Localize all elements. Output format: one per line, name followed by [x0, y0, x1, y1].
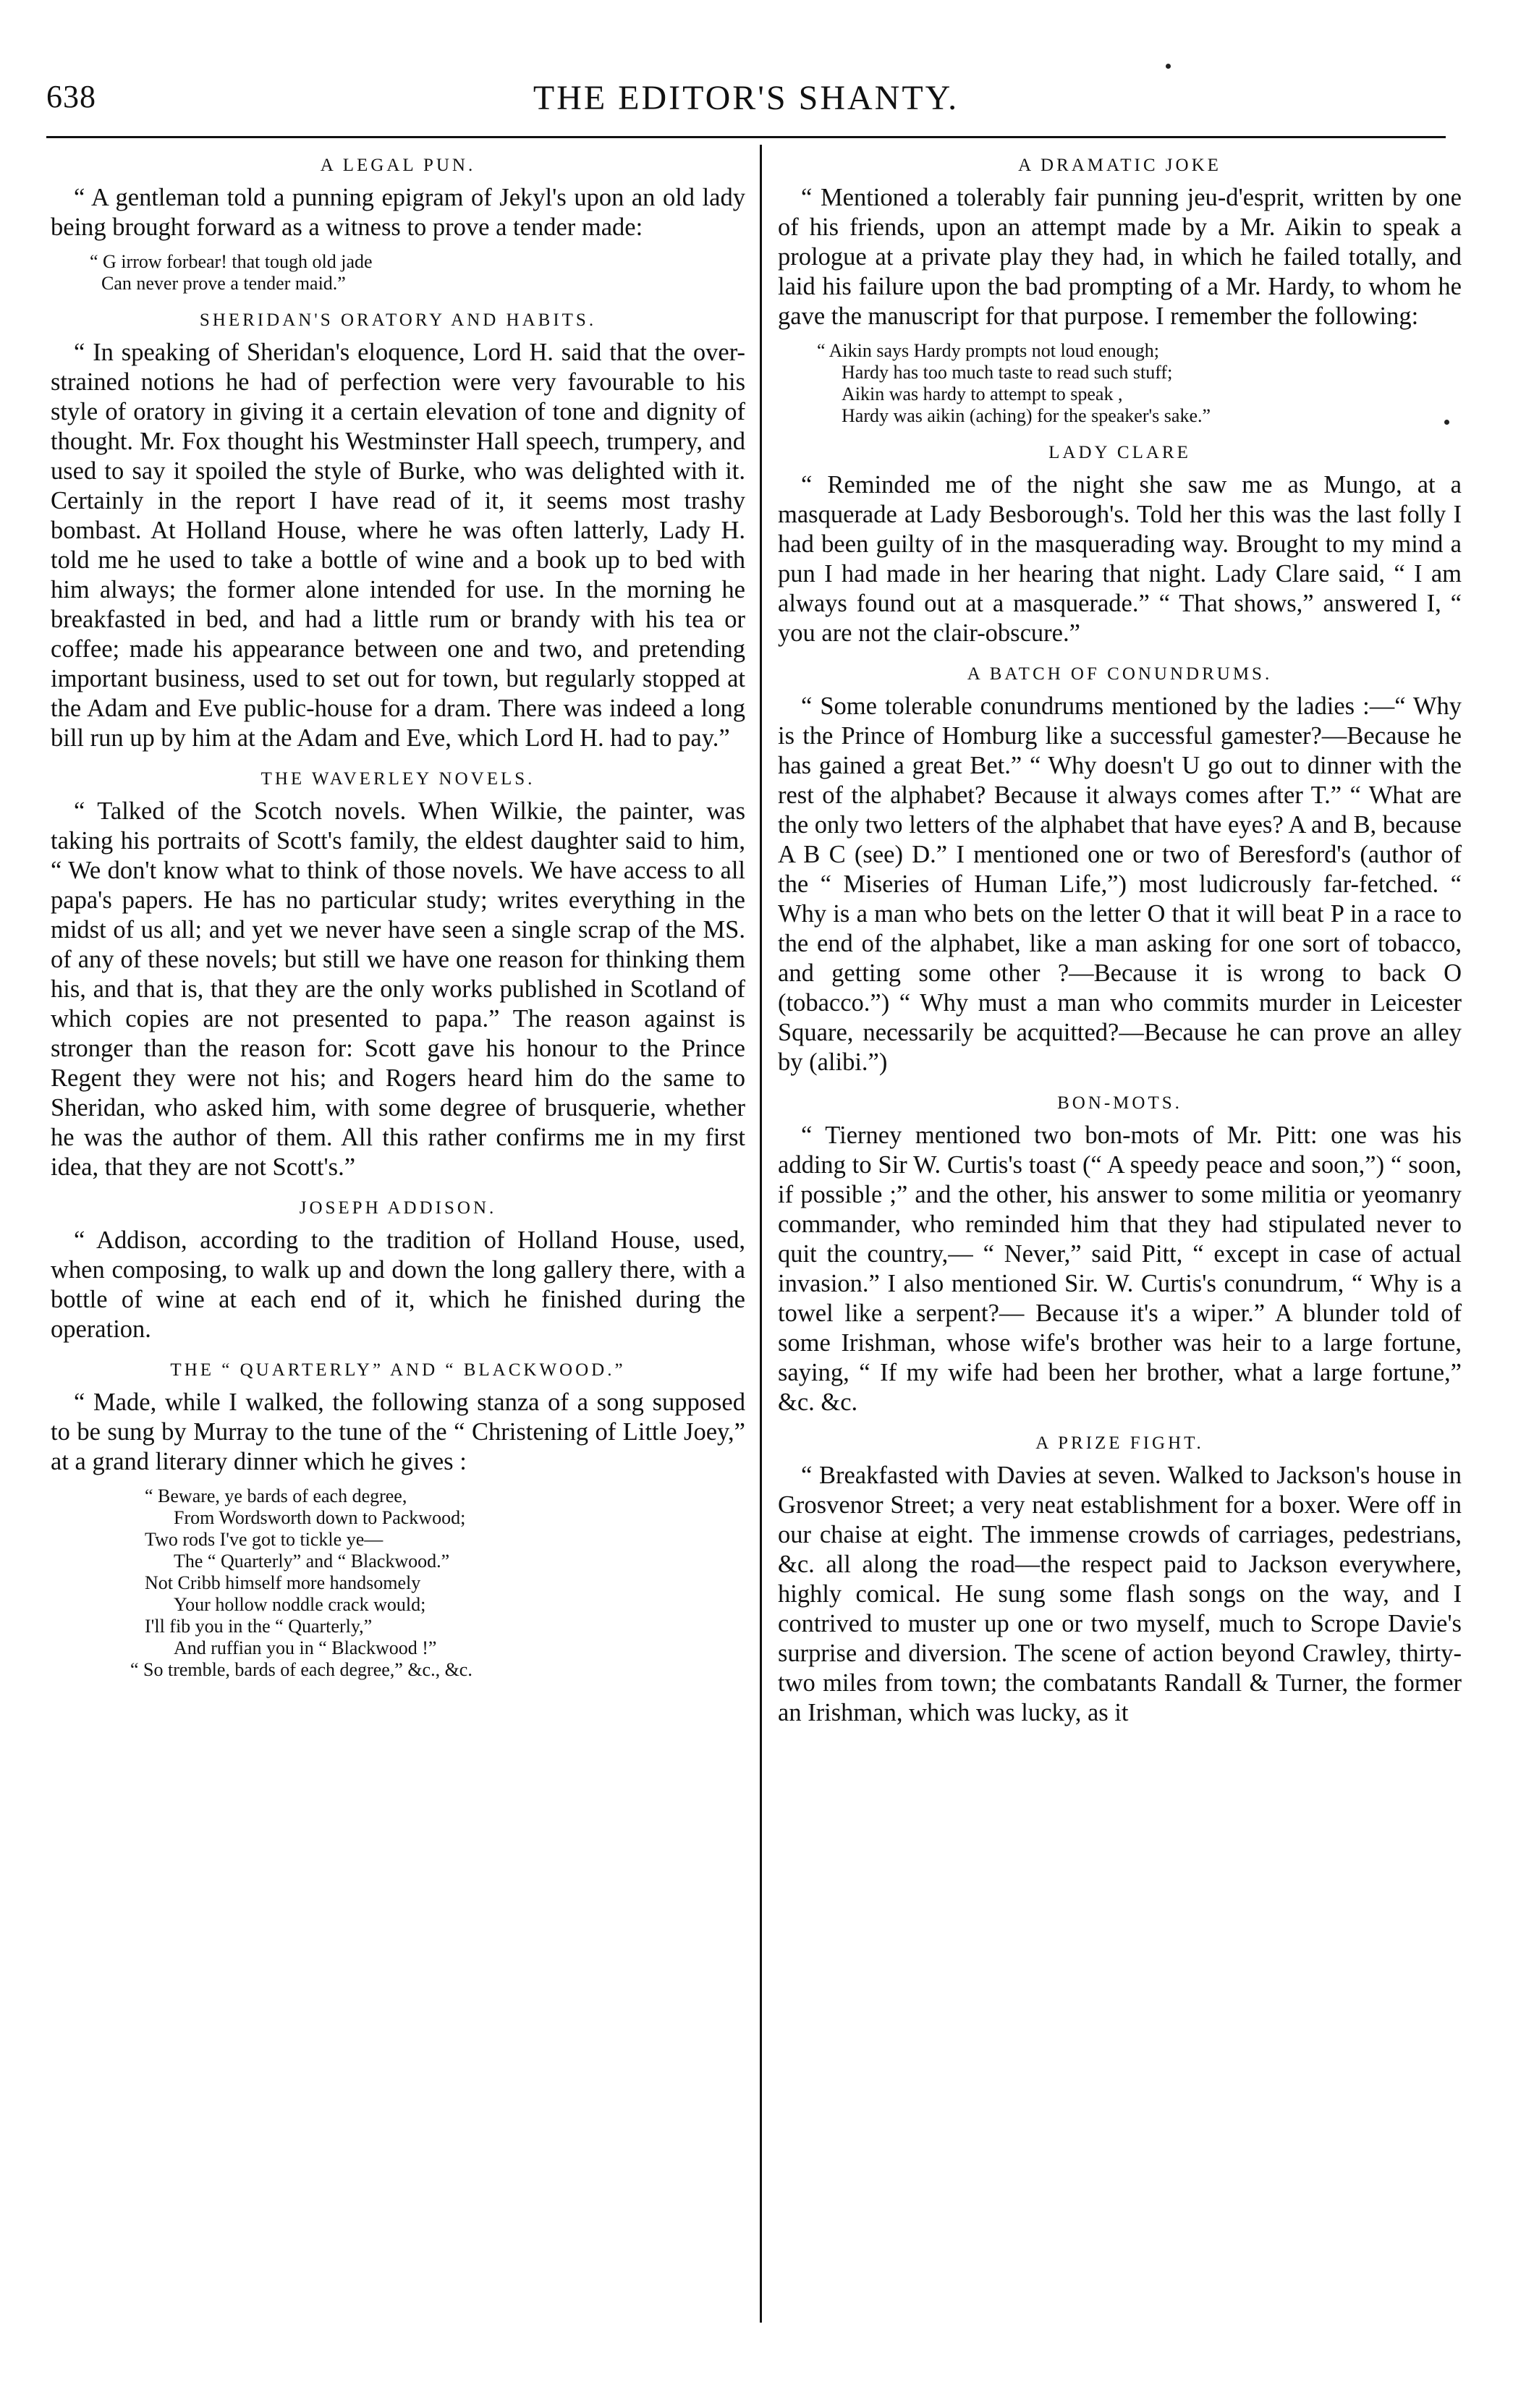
verse-line: Aikin was hardy to attempt to speak ,: [842, 383, 1123, 404]
section-text: “ A gentleman told a punning epigram of Jekyl's upon an old lady being brought forward as a witness to prove a tender made:: [51, 184, 745, 241]
article-waverley: [51, 769, 745, 1182]
verse-line: And ruffian you in “ Blackwood !”: [174, 1637, 437, 1658]
section-text: “ Reminded me of the night she saw me as Mungo, at a masquerade at Lady Besborough's. Told her this was the last folly I had been guilty of in the masquerading way. Brought to my mind a pun I had made in her hearing that night. Lady Clare said, “ I am always found out at a masquerade.” “ That shows,” answered I, “ you are not the clair-obscure.”: [778, 471, 1462, 647]
section-text: “ Tierney mentioned two bon-mots of Mr. Pitt: one was his adding to Sir W. Curtis's toast (“ A speedy peace and soon,”) “ soon, if possible ;” and the other, his answer to some militia or yeomanry commander, who reminded him that they had stipulated never to quit the country,— “ Never,” said Pitt, “ except in case of actual invasion.” I also mentioned Sir. W. Curtis's conundrum, “ Why is a towel like a serpent?— Because it's a wiper.” A blunder told of some Irishman, whose wife's brother was heir to a large fortune, saying, “ If my wife had been her brother, what a large fortune,” &c. &c.: [778, 1122, 1462, 1416]
article-lady-clare: [778, 443, 1462, 648]
article-quarterly-blackwood: [51, 1360, 745, 1681]
section-heading: BON-MOTS.: [1057, 1093, 1182, 1113]
section-text: “ Made, while I walked, the following stanza of a song supposed to be sung by Murray to the tune of the “ Christening of Little Joey,” at a grand literary dinner which he gives :: [51, 1389, 745, 1475]
running-title: THE EDITOR'S SHANTY.: [533, 79, 959, 117]
page-header: [46, 72, 1446, 130]
section-heading: A LEGAL PUN.: [320, 156, 476, 175]
section-text: “ Mentioned a tolerably fair punning jeu-d'esprit, written by one of his friends, upon an attempt made by a Mr. Aikin to speak a prologue at a private play they had, in which he failed totally, and laid his failure upon the bad prompting of a Mr. Hardy, to whom he gave the manuscript for that purpose. I remember the following:: [778, 184, 1462, 330]
verse-line: From Wordsworth down to Packwood;: [174, 1507, 466, 1528]
article-conundrums: [778, 664, 1462, 1077]
section-heading: A DRAMATIC JOKE: [1018, 156, 1221, 175]
verse-line: Not Cribb himself more handsomely: [145, 1572, 421, 1593]
section-text: “ Breakfasted with Davies at seven. Walked to Jackson's house in Grosvenor Street; a very neat establishment for a boxer. Were off in our chaise at eight. The immense crowds of carriages, pedestrians, &c. all along the road—the respect paid to Jackson everywhere, highly comical. He sung some flash songs on the way, and I contrived to muster up one or two myself, much to Scrope Davie's surprise and diversion. The scene of action beyond Crawley, thirty-two miles from town; the combatants Randall & Turner, the former an Irishman, which was lucky, as it: [778, 1462, 1462, 1726]
column-divider: [760, 145, 762, 2323]
verse-line: “ Aikin says Hardy prompts not loud enough;: [817, 340, 1160, 361]
verse-line: Hardy has too much taste to read such stuff;: [842, 362, 1173, 383]
article-prize-fight: [778, 1433, 1462, 1728]
page-number: 638: [46, 79, 96, 114]
section-heading: A BATCH OF CONUNDRUMS.: [967, 664, 1273, 684]
article-sheridan: [51, 310, 745, 753]
section-heading: JOSEPH ADDISON.: [299, 1198, 497, 1218]
section-heading: LADY CLARE: [1048, 443, 1191, 462]
verse-line: Your hollow noddle crack would;: [174, 1594, 426, 1615]
verse: [51, 251, 745, 294]
header-rule: [46, 136, 1446, 138]
verse-line: The “ Quarterly” and “ Blackwood.”: [174, 1551, 450, 1572]
section-heading: THE “ QUARTERLY” AND “ BLACKWOOD.”: [170, 1360, 626, 1380]
right-column: [778, 156, 1462, 1744]
article-legal-pun: [51, 156, 745, 294]
print-speck: [1166, 64, 1171, 69]
verse: [51, 1485, 745, 1681]
article-dramatic-joke: [778, 156, 1462, 427]
left-column: [51, 156, 745, 1697]
verse-line: Two rods I've got to tickle ye—: [145, 1529, 384, 1550]
verse-line: “ G irrow forbear! that tough old jade: [90, 251, 373, 272]
verse-line: Can never prove a tender maid.”: [101, 273, 346, 294]
section-heading: SHERIDAN'S ORATORY AND HABITS.: [199, 310, 597, 330]
verse-line: “ Beware, ye bards of each degree,: [145, 1485, 407, 1506]
verse-line: Hardy was aikin (aching) for the speaker's sake.”: [842, 405, 1211, 426]
section-heading: THE WAVERLEY NOVELS.: [260, 769, 535, 789]
verse-line: I'll fib you in the “ Quarterly,”: [145, 1616, 373, 1637]
section-text: “ In speaking of Sheridan's eloquence, Lord H. said that the over-strained notions he had of perfection were very favourable to his style of oratory in giving it a certain elevation of tone and dignity of thought. Mr. Fox thought his Westminster Hall speech, trumpery, and used to say it spoiled the style of Burke, who was delighted with it. Certainly in the report I have read of it, it seems most trashy bombast. At Holland House, where he was often latterly, Lady H. told me he used to take a bottle of wine and a book up to bed with him always; the former alone intended for use. In the morning he breakfasted in bed, and had a little rum or brandy with his tea or coffee; made his appearance between one and two, and pretending important business, used to set out for town, but regularly stopped at the Adam and Eve public-house for a dram. There was indeed a long bill run up by him at the Adam and Eve, which Lord H. had to pay.”: [51, 339, 745, 752]
article-addison: [51, 1198, 745, 1344]
verse-line: “ So tremble, bards of each degree,” &c., &c.: [130, 1659, 473, 1680]
section-text: “ Talked of the Scotch novels. When Wilkie, the painter, was taking his portraits of Scott's family, the eldest daughter said to him, “ We don't know what to think of those novels. We have access to all papa's papers. He has no particular study; writes everything in the midst of us all; and yet we never have seen a single scrap of the MS. of any of these novels; but still we have one reason for thinking them his, and that is, that they are the only works published in Scotland of which copies are not presented to papa.” The reason against is stronger than the reason for: Scott gave his honour to the Prince Regent they were not his; and Rogers heard him do the same to Sheridan, who asked him, with some degree of brusquerie, whether he was the author of them. All this rather confirms me in my first idea, that they are not Scott's.”: [51, 797, 745, 1181]
section-heading: A PRIZE FIGHT.: [1035, 1433, 1204, 1453]
verse: [778, 340, 1462, 427]
section-text: “ Some tolerable conundrums mentioned by the ladies :—“ Why is the Prince of Homburg like a successful gamester?—Because he has gained a great Bet.” “ Why doesn't U go out to dinner with the rest of the alphabet? Because it always comes after T.” “ What are the only two letters of the alphabet that have eyes? A and B, because A B C (see) D.” I mentioned one or two of Beresford's (author of the “ Miseries of Human Life,”) most ludicrously far-fetched. “ Why is a man who bets on the letter O that it will beat P in a race to the end of the alphabet, like a man asking for one sort of tobacco, and getting some other ?—Because it is wrong to back O (tobacco.”) “ Why must a man who commits murder in Leicester Square, necessarily be acquitted?—Because he can prove an alley by (alibi.”): [778, 692, 1462, 1076]
article-bon-mots: [778, 1093, 1462, 1417]
section-text: “ Addison, according to the tradition of Holland House, used, when composing, to walk up and down the long gallery there, with a bottle of wine at each end of it, which he finished during the operation.: [51, 1226, 745, 1343]
